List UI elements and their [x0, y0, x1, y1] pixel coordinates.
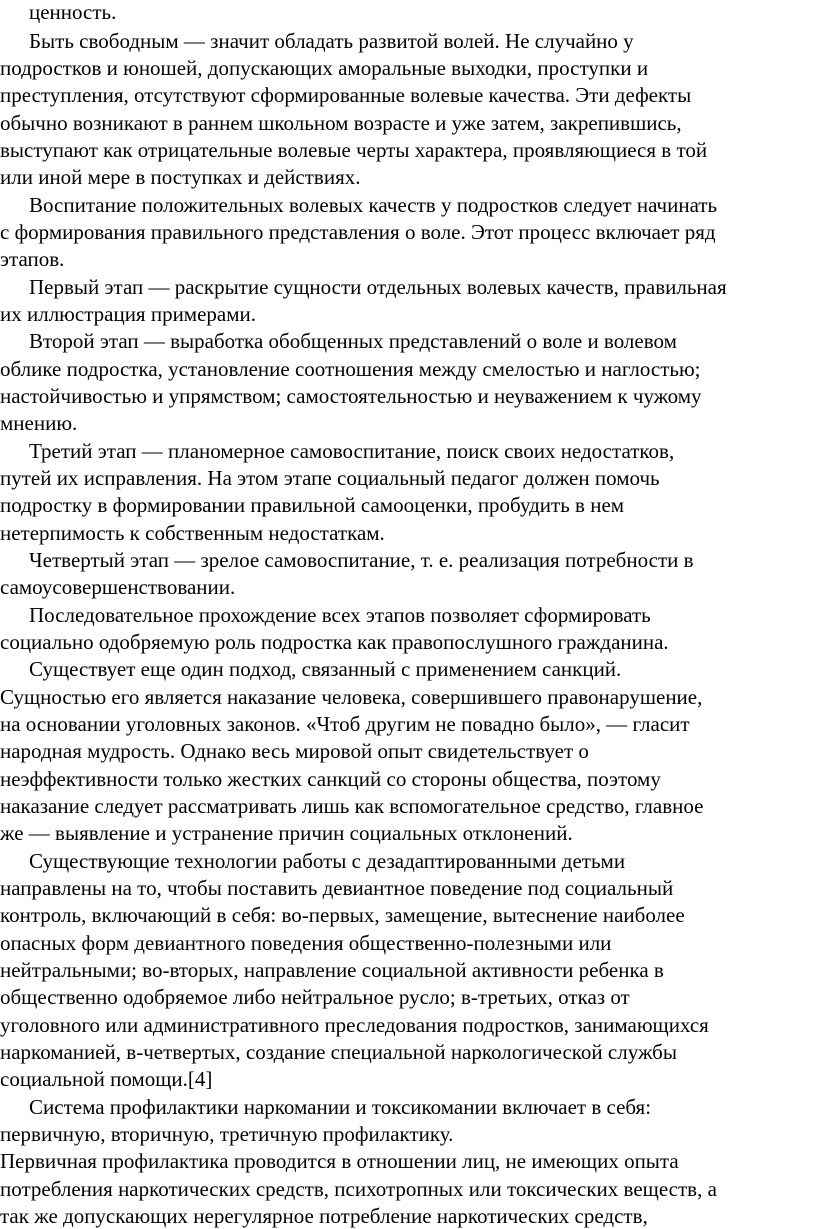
text-line: социально одобряемую роль подростка как правопослушного гражданина.: [0, 630, 669, 654]
text-line: нейтральными; во-вторых, направление социальной активности ребенка в: [0, 958, 664, 982]
text-line: ценность.: [29, 0, 117, 24]
text-line: Система профилактики наркомании и токсикомании включает в себя:: [29, 1095, 652, 1119]
text-line: Четвертый этап — зрелое самовоспитание, т. е. реализация потребности в: [29, 548, 694, 572]
text-line: первичную, вторичную, третичную профилактику.: [0, 1122, 454, 1146]
text-line: неэффективности только жестких санкций со стороны общества, поэтому: [0, 767, 661, 791]
text-line: нетерпимость к собственным недостаткам.: [0, 521, 385, 545]
text-line: выступают как отрицательные волевые черты характера, проявляющиеся в той: [0, 138, 708, 162]
text-line: опасных форм девиантного поведения общественно-полезными или: [0, 931, 612, 955]
text-line: общественно одобряемое либо нейтральное русло; в-третьих, отказ от: [0, 985, 630, 1009]
text-line: мнению.: [0, 411, 78, 435]
text-line: самоусовершенствовании.: [0, 575, 236, 599]
text-line: наркоманией, в-четвертых, создание специальной наркологической службы: [0, 1040, 677, 1064]
text-line: облике подростка, установление соотношения между смелостью и наглостью;: [0, 357, 701, 381]
text-line: Первичная профилактика проводится в отношении лиц, не имеющих опыта: [0, 1149, 679, 1173]
text-line: их иллюстрация примерами.: [0, 302, 257, 326]
text-line: Третий этап — планомерное самовоспитание, поиск своих недостатков,: [29, 439, 675, 463]
text-line: Существующие технологии работы с дезадаптированными детьми: [29, 849, 626, 873]
text-line: с формирования правильного представления о воле. Этот процесс включает ряд: [0, 220, 716, 244]
text-line: социальной помощи.[4]: [0, 1067, 213, 1091]
text-line: подростку в формировании правильной самооценки, пробудить в нем: [0, 493, 625, 517]
text-line: Воспитание положительных волевых качеств у подростков следует начинать: [29, 193, 718, 217]
text-line: или иной мере в поступках и действиях.: [0, 165, 361, 189]
text-line: путей их исправления. На этом этапе социальный педагог должен помочь: [0, 466, 660, 490]
text-line: обычно возникают в раннем школьном возрасте и уже затем, закрепившись,: [0, 111, 682, 135]
text-line: подростков и юношей, допускающих аморальные выходки, проступки и: [0, 56, 649, 80]
text-line: Последовательное прохождение всех этапов позволяет сформировать: [29, 603, 651, 627]
text-line: Существует еще один подход, связанный с применением санкций.: [29, 657, 622, 681]
text-line: наказание следует рассматривать лишь как вспомогательное средство, главное: [0, 794, 704, 818]
text-line: уголовного или административного преследования подростков, занимающихся: [0, 1013, 709, 1037]
text-line: на основании уголовных законов. «Чтоб другим не повадно было», — гласит: [0, 712, 690, 736]
text-line: направлены на то, чтобы поставить девиантное поведение под социальный: [0, 876, 674, 900]
text-line: народная мудрость. Однако весь мировой опыт свидетельствует о: [0, 739, 589, 763]
text-line: преступления, отсутствуют сформированные волевые качества. Эти дефекты: [0, 83, 692, 107]
text-line: Сущностью его является наказание человека, совершившего правонарушение,: [0, 685, 703, 709]
text-line: Первый этап — раскрытие сущности отдельных волевых качеств, правильная: [29, 275, 727, 299]
text-line: Быть свободным — значит обладать развитой волей. Не случайно у: [29, 29, 634, 53]
text-line: так же допускающих нерегулярное потребление наркотических средств,: [0, 1204, 648, 1228]
text-line: Второй этап — выработка обобщенных представлений о воле и волевом: [29, 329, 677, 353]
text-line: этапов.: [0, 247, 65, 271]
text-line: настойчивостью и упрямством; самостоятельностью и неуважением к чужому: [0, 384, 702, 408]
text-line: же — выявление и устранение причин социальных отклонений.: [0, 821, 573, 845]
text-line: контроль, включающий в себя: во-первых, замещение, вытеснение наиболее: [0, 903, 685, 927]
text-line: потребления наркотических средств, психотропных или токсических веществ, а: [0, 1177, 717, 1201]
